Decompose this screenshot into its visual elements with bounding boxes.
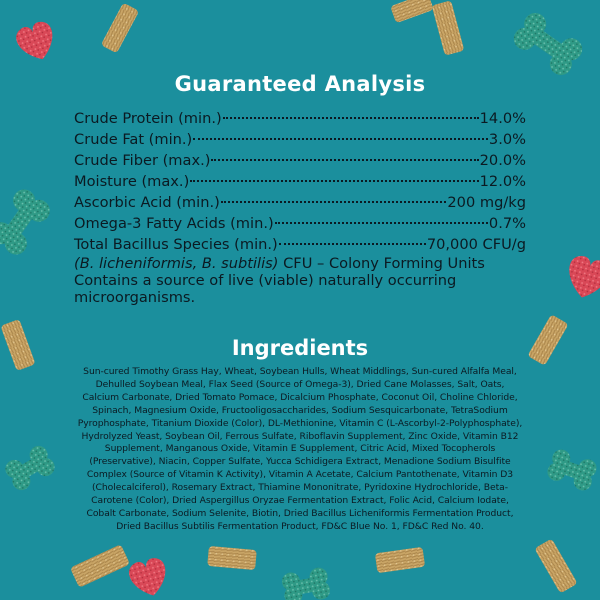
analysis-row xyxy=(74,171,526,192)
bone-treat-icon xyxy=(0,185,54,259)
dot-leader xyxy=(211,159,478,161)
cfu-definition: CFU – Colony Forming Units xyxy=(278,255,485,272)
pellet-icon xyxy=(390,0,434,23)
bone-treat-icon xyxy=(281,566,332,600)
analysis-label: Omega-3 Fatty Acids (min.) xyxy=(74,215,274,232)
dot-leader xyxy=(190,180,478,182)
dot-leader xyxy=(275,222,488,224)
heart-treat-icon xyxy=(13,19,60,66)
heart-treat-icon xyxy=(563,253,600,302)
heart-treat-icon xyxy=(127,556,172,600)
bone-treat-icon xyxy=(2,443,58,494)
pellet-icon xyxy=(70,544,130,588)
analysis-row xyxy=(74,234,526,255)
pellet-icon xyxy=(534,538,577,593)
analysis-value: 12.0% xyxy=(479,173,526,190)
analysis-value: 14.0% xyxy=(479,110,526,127)
analysis-row xyxy=(74,129,526,150)
live-microorganisms-note: Contains a source of live (viable) naturally occurring microorganisms. xyxy=(74,272,457,306)
analysis-value: 200 mg/kg xyxy=(447,194,526,211)
analysis-label: Crude Fiber (max.) xyxy=(74,152,211,169)
analysis-label: Total Bacillus Species (min.) xyxy=(74,236,278,253)
analysis-value: 3.0% xyxy=(488,131,526,148)
ingredients-title: Ingredients xyxy=(231,336,369,360)
dot-leader xyxy=(193,138,488,140)
guaranteed-analysis-title: Guaranteed Analysis xyxy=(174,72,426,96)
dot-leader xyxy=(223,117,479,119)
analysis-row xyxy=(74,192,526,213)
analysis-label: Ascorbic Acid (min.) xyxy=(74,194,220,211)
analysis-row xyxy=(74,150,526,171)
analysis-value: 20.0% xyxy=(479,152,526,169)
pellet-icon xyxy=(101,3,139,54)
pellet-icon xyxy=(207,546,257,570)
analysis-label: Crude Protein (min.) xyxy=(74,110,222,127)
pellet-icon xyxy=(375,547,425,573)
bacillus-species-note: (B. licheniformis, B. subtilis) xyxy=(74,255,279,272)
analysis-row xyxy=(74,108,526,129)
analysis-label: Moisture (max.) xyxy=(74,173,190,190)
analysis-label: Crude Fat (min.) xyxy=(74,131,193,148)
guaranteed-analysis-table xyxy=(74,108,526,306)
analysis-row xyxy=(74,213,526,234)
pellet-icon xyxy=(432,0,465,55)
cfu-note xyxy=(74,255,526,306)
analysis-value: 70,000 CFU/g xyxy=(426,236,526,253)
analysis-value: 0.7% xyxy=(488,215,526,232)
bone-treat-icon xyxy=(509,9,586,80)
ingredients-list: Sun-cured Timothy Grass Hay, Wheat, Soybean Hulls, Wheat Middlings, Sun-cured Alfalfa Meal, Dehulled Soybean Meal, Flax Seed (Source of Omega-3), Dried Cane Molasses, Salt, Oats, Calcium Carbonate, Dried Tomato Pomace, Dicalcium Phosphate, Coconut Oil, Choline Chloride, Spinach, Magnesium Oxide, Fructooligosaccharides, Sodium Sesquicarbonate, TetraSodium Pyrophosphate, Titanium Dioxide (Color), DL-Methionine, Vitamin C (L-Ascorbyl-2-Polyphosphate), Hydrolyzed Yeast, Soybean Oil, Ferrous Sulfate, Riboflavin Supplement, Zinc Oxide, Vitamin B12 Supplement, Manganous Oxide, Vitamin E Supplement, Citric Acid, Mixed Tocopherols (Preservative), Niacin, Copper Sulfate, Yucca Schidigera Extract, Menadione Sodium Bisulfite Complex (Source of Vitamin K Activity), Vitamin A Acetate, Calcium Pantothenate, Vitamin D3 (Cholecalciferol), Rosemary Extract, Thiamine Mononitrate, Pyridoxine Hydrochloride, Beta-Carotene (Color), Dried Aspergillus Oryzae Fermentation Extract, Folic Acid, Calcium Iodate, Cobalt Carbonate, Sodium Selenite, Biotin, Dried Bacillus Licheniformis Fermentation Product, Dried Bacillus Subtilis Fermentation Product, FD&C Blue No. 1, FD&C Red No. 40. xyxy=(77,366,523,532)
dot-leader xyxy=(279,243,426,245)
dot-leader xyxy=(221,201,447,203)
bone-treat-icon xyxy=(545,447,599,493)
